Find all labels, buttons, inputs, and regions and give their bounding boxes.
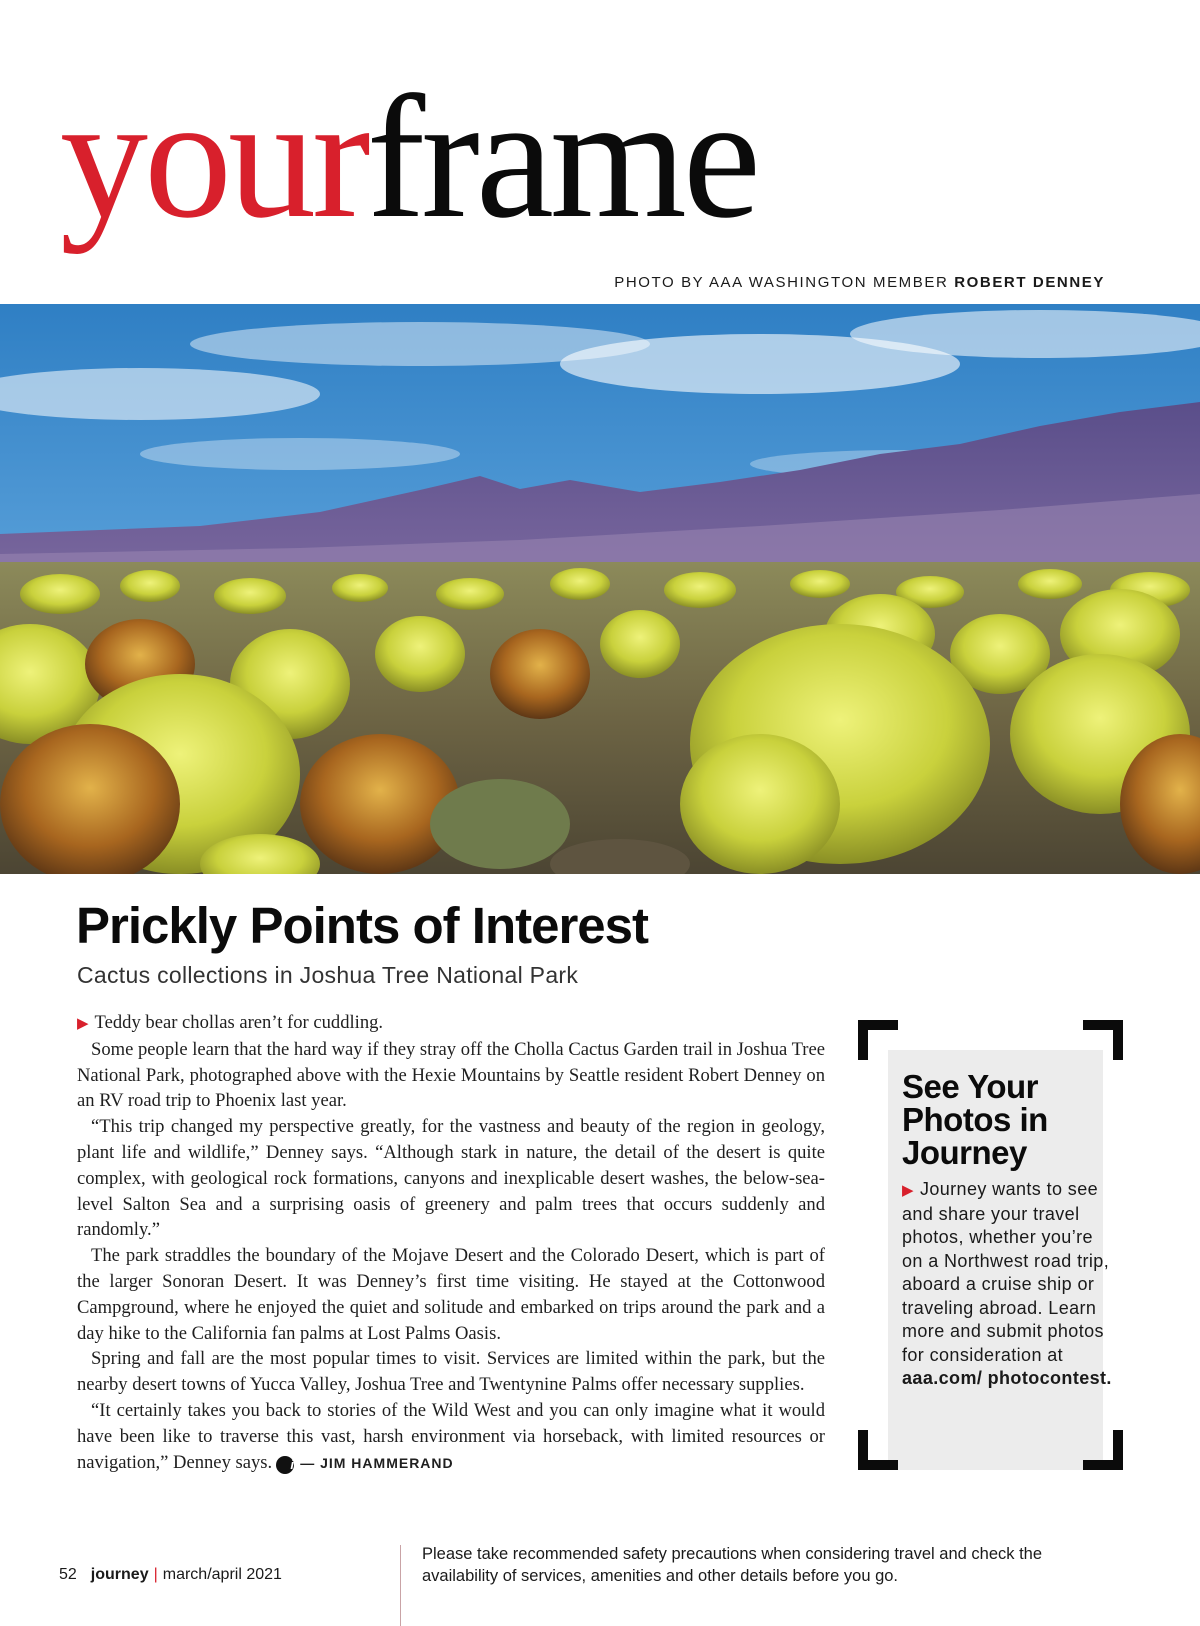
photo-contest-link[interactable]: aaa.com/ photocontest. [902, 1368, 1112, 1388]
red-triangle-icon: ▶ [77, 1014, 89, 1032]
article-paragraph-text: “It certainly takes you back to stories of the Wild West and you can only imagine what it would have been like to traverse this vast, harsh environment via horseback, with limited resources or navigation,” Denney says. [77, 1399, 825, 1473]
folio-separator: | [153, 1566, 158, 1583]
magazine-name: journey [90, 1566, 149, 1583]
frame-corner-top-right [1083, 1020, 1123, 1060]
masthead-frame: frame [366, 60, 757, 255]
safety-note: Please take recommended safety precautions when considering travel and check the availability of services, amenities and other details before you go. [422, 1545, 1043, 1585]
article-paragraph: “This trip changed my perspective greatly, for the vastness and beauty of the region in geology, plant life and wildlife,” Denney says. “Although stark in nature, the detail of the desert is quite complex, with geological rock formations, canyons and inexplicable desert washes, the below-sea-level Salton Sea and a surprising oasis of greenery and palm trees that occurs suddenly and randomly.” [77, 1116, 825, 1241]
masthead [60, 60, 960, 270]
photo-credit-prefix: PHOTO BY AAA WASHINGTON MEMBER [614, 274, 949, 291]
article-last-paragraph [77, 1398, 825, 1476]
hero-photo [0, 304, 1200, 874]
article-body [77, 1010, 825, 1476]
folio [59, 1566, 282, 1584]
hero-photo-illustration [0, 304, 1200, 874]
end-mark-icon: i [276, 1456, 294, 1474]
masthead-your: your [60, 60, 367, 255]
page-number: 52 [59, 1566, 77, 1583]
footer-divider [400, 1545, 401, 1626]
photo-credit-name: ROBERT DENNEY [954, 274, 1105, 291]
article-lead-paragraph [77, 1010, 825, 1037]
issue-date: march/april 2021 [162, 1566, 282, 1583]
article-byline: — JIM HAMMERAND [300, 1454, 454, 1471]
article-paragraph: Some people learn that the hard way if they stray off the Cholla Cactus Garden trail in Joshua Tree National Park, photographed above with the Hexie Mountains by Seattle resident Robert Denney on an RV road trip to Phoenix last year. [77, 1038, 825, 1112]
article-headline: Prickly Points of Interest [76, 897, 649, 954]
sidebar-text [902, 1178, 1112, 1391]
frame-corner-top-left [858, 1020, 898, 1060]
photo-contest-sidebar [858, 1020, 1123, 1470]
sidebar-body-text: Journey wants to see and share your travel photos, whether you’re on a Northwest road trip, aboard a cruise ship or traveling abroad. Learn more and submit photos for consideration at [902, 1179, 1110, 1365]
red-triangle-icon: ▶ [902, 1181, 914, 1199]
frame-corner-bottom-right [1083, 1430, 1123, 1470]
frame-corner-bottom-left [858, 1430, 898, 1470]
article-paragraph: The park straddles the boundary of the Mojave Desert and the Colorado Desert, which is part of the larger Sonoran Desert. It was Denney’s first time visiting. He stayed at the Cottonwood Campground, where he enjoyed the quiet and solitude and embarked on trips around the park and a day hike to the California fan palms at Lost Palms Oasis. [77, 1245, 825, 1344]
article-paragraph: Spring and fall are the most popular times to visit. Services are limited within the park, but the nearby desert towns of Yucca Valley, Joshua Tree and Twentynine Palms offer necessary supplies. [77, 1348, 825, 1396]
sidebar-title: See Your Photos in Journey [902, 1068, 1048, 1171]
photo-credit [614, 274, 1105, 291]
article-deck: Cactus collections in Joshua Tree National Park [77, 962, 579, 988]
article-lead-text: Teddy bear chollas aren’t for cuddling. [94, 1012, 384, 1033]
